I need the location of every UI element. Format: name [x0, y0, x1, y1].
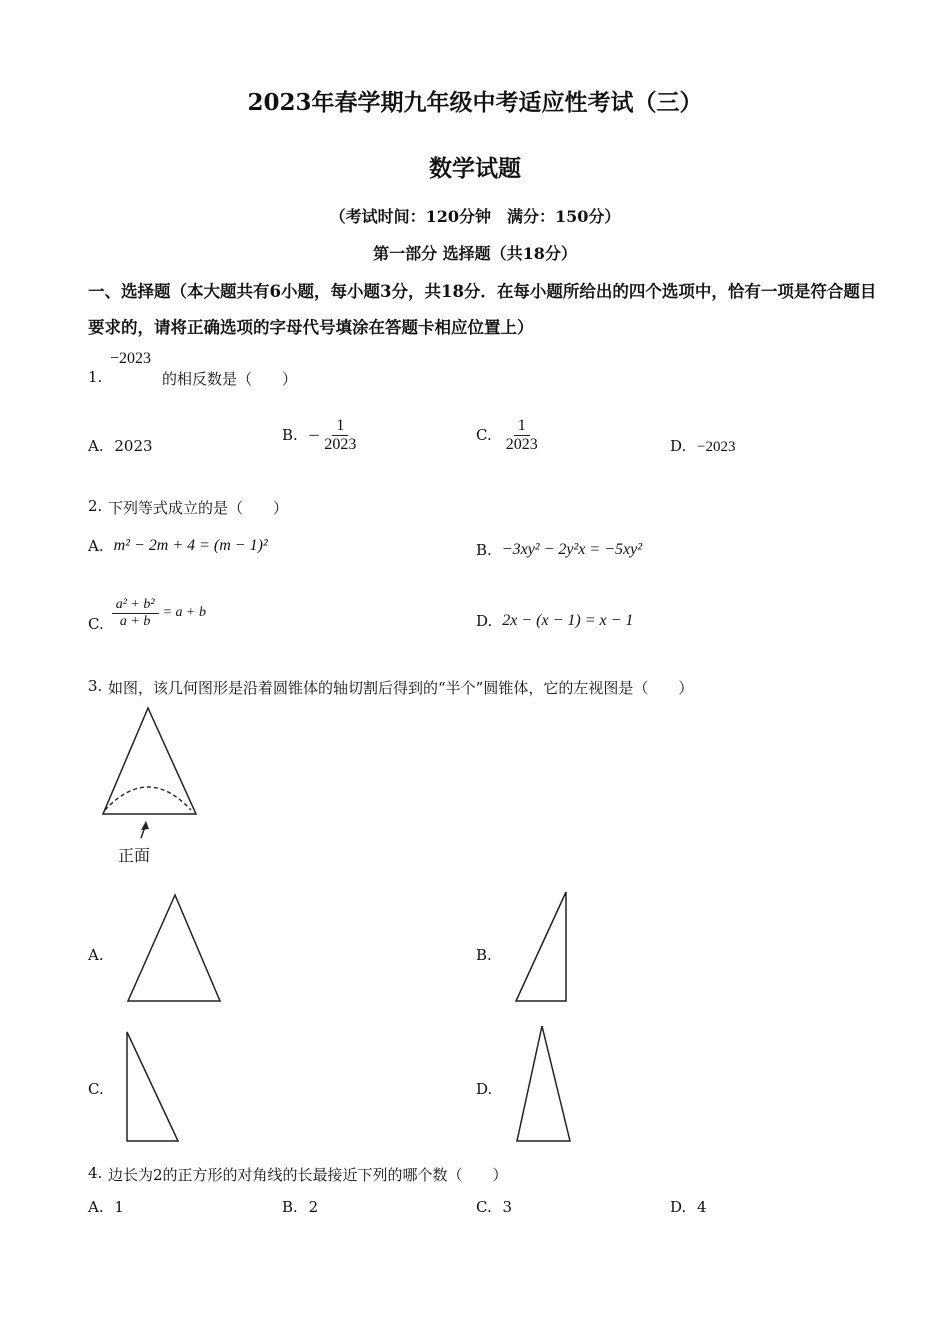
- triangle-c: [125, 1030, 181, 1144]
- option-label: A.: [88, 1198, 104, 1216]
- option-label: D.: [476, 612, 493, 630]
- option-value: 3: [502, 1198, 513, 1216]
- fraction-denominator: 2023: [324, 435, 357, 453]
- option-label: B.: [476, 541, 492, 559]
- q1-option-a[interactable]: [88, 437, 153, 455]
- q2-stem: 下列等式成立的是（ ）: [108, 499, 289, 517]
- triangle-a: [126, 893, 222, 1003]
- option-label: C.: [476, 1198, 492, 1216]
- option-value: 2: [308, 1198, 319, 1216]
- q4-number: 4.: [88, 1164, 103, 1182]
- q1-option-c[interactable]: [476, 412, 542, 458]
- fraction-numerator: a² + b²: [112, 597, 159, 614]
- option-label: C.: [476, 426, 492, 444]
- q2-number: 2.: [88, 497, 103, 515]
- option-value: −2023: [697, 439, 736, 455]
- q1-stem: 的相反数是（ ）: [162, 370, 298, 388]
- option-fraction: [502, 417, 542, 454]
- q3-option-a-label[interactable]: A.: [88, 946, 104, 964]
- q4-option-d[interactable]: [670, 1198, 707, 1216]
- part-title: 第一部分 选择题（共18分）: [373, 244, 577, 263]
- option-sign: −: [307, 426, 321, 444]
- option-value: 4: [697, 1198, 707, 1216]
- fraction-numerator: 1: [332, 417, 348, 436]
- fraction-denominator: 2023: [505, 435, 538, 453]
- option-label: A.: [88, 537, 104, 555]
- q1-option-d[interactable]: [670, 437, 736, 456]
- q3-option-b-label[interactable]: B.: [476, 946, 492, 964]
- q4-option-b[interactable]: [282, 1198, 318, 1216]
- option-fraction: [112, 597, 159, 630]
- option-rhs: = a + b: [162, 605, 206, 620]
- q3-option-c-label[interactable]: C.: [88, 1080, 104, 1098]
- q2-option-b[interactable]: [476, 541, 642, 559]
- option-label: D.: [670, 437, 687, 455]
- exam-title: 2023年春学期九年级中考适应性考试（三）: [247, 89, 703, 116]
- option-expression: −3xy² − 2y²x = −5xy²: [501, 541, 642, 558]
- q1-option-b[interactable]: [282, 412, 360, 458]
- q1-number: 1.: [88, 368, 103, 386]
- q2-option-c[interactable]: [88, 590, 206, 636]
- option-label: D.: [670, 1198, 687, 1216]
- option-expression: m² − 2m + 4 = (m − 1)²: [113, 537, 268, 554]
- q1-expression: −2023: [110, 350, 152, 367]
- fraction-denominator: a + b: [119, 613, 151, 629]
- q3-number: 3.: [88, 677, 103, 695]
- half-cone-figure: [95, 702, 205, 822]
- option-expression: 2x − (x − 1) = x − 1: [502, 612, 634, 629]
- triangle-b: [514, 890, 570, 1004]
- q3-option-d-label[interactable]: D.: [476, 1080, 493, 1098]
- q4-option-c[interactable]: [476, 1198, 512, 1216]
- q4-option-a[interactable]: [88, 1198, 124, 1216]
- subject-title: 数学试题: [429, 155, 521, 182]
- triangle-d: [515, 1024, 573, 1144]
- q4-stem: 边长为2的正方形的对角线的长最接近下列的哪个数（ ）: [108, 1166, 508, 1184]
- q2-option-a[interactable]: [88, 537, 268, 555]
- option-value: 2023: [114, 437, 153, 455]
- front-label: 正面: [118, 846, 151, 865]
- section-heading: 一、选择题（本大题共有6小题，每小题3分，共18分．在每小题所给出的四个选项中，恰有一项是符合题目要求的，请将正确选项的字母代号填涂在答题卡相应位置上）: [88, 282, 877, 337]
- exam-info: （考试时间：120分钟 满分：150分）: [329, 207, 621, 226]
- option-label: A.: [88, 437, 104, 455]
- option-fraction: [320, 417, 360, 454]
- option-value: 1: [114, 1198, 124, 1216]
- fraction-numerator: 1: [514, 417, 530, 436]
- q2-option-d[interactable]: [476, 612, 633, 630]
- option-label: B.: [282, 1198, 298, 1216]
- q3-stem: 如图，该几何图形是沿着圆锥体的轴切割后得到的“半个”圆锥体，它的左视图是（ ）: [108, 679, 694, 697]
- option-label: B.: [282, 426, 298, 444]
- option-label: C.: [88, 615, 104, 633]
